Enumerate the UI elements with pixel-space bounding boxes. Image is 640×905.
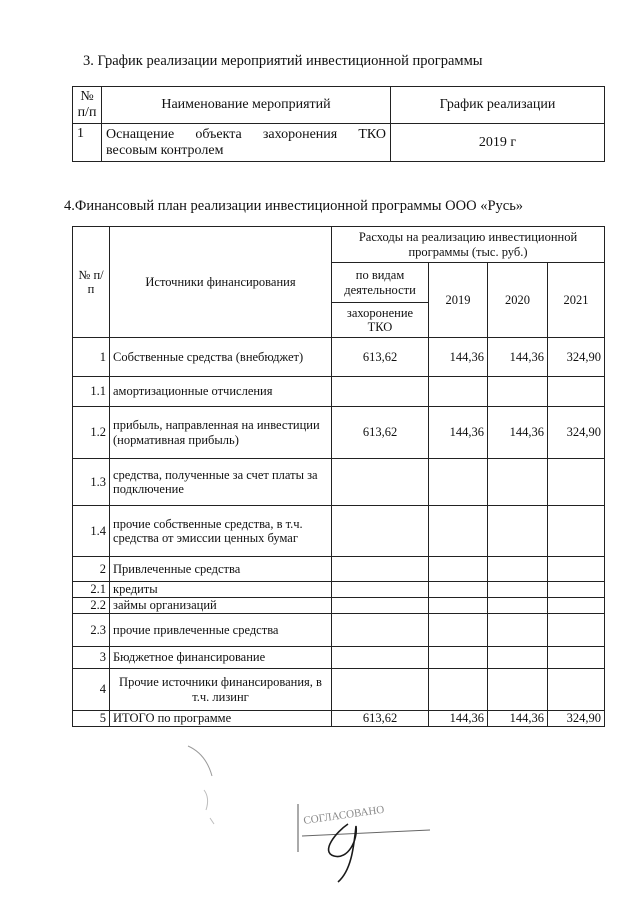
row-num: 2 xyxy=(73,557,110,582)
row-2019 xyxy=(429,506,488,557)
row-2021: 324,90 xyxy=(548,338,605,377)
table-row xyxy=(73,598,605,614)
row-2021 xyxy=(548,647,605,669)
row-2019 xyxy=(429,557,488,582)
row-2020 xyxy=(488,377,548,407)
row-num: 3 xyxy=(73,647,110,669)
row-2021: 324,90 xyxy=(548,711,605,727)
schedule-row-name-line2: весовым контролем xyxy=(106,142,224,158)
row-2020 xyxy=(488,459,548,506)
row-2019 xyxy=(429,598,488,614)
row-total xyxy=(332,582,429,598)
row-2021: 324,90 xyxy=(548,407,605,459)
schedule-row-num: 1 xyxy=(73,124,102,162)
row-2019 xyxy=(429,377,488,407)
row-num: 1 xyxy=(73,338,110,377)
row-source: Бюджетное финансирование xyxy=(110,647,332,669)
row-2020: 144,36 xyxy=(488,711,548,727)
approval-stamp-and-signature xyxy=(180,740,480,890)
row-2019 xyxy=(429,669,488,711)
row-2020: 144,36 xyxy=(488,338,548,377)
row-2021 xyxy=(548,506,605,557)
finance-header-expenses: Расходы на реализацию инвестиционной программы (тыс. руб.) xyxy=(332,227,605,263)
row-2020 xyxy=(488,598,548,614)
row-2019 xyxy=(429,459,488,506)
row-total xyxy=(332,614,429,647)
row-total xyxy=(332,598,429,614)
table-row xyxy=(73,669,605,711)
table-row xyxy=(73,377,605,407)
row-2021 xyxy=(548,377,605,407)
finance-header-year-2019: 2019 xyxy=(429,263,488,338)
row-source: Прочие источники финансирования, в т.ч. лизинг xyxy=(110,669,332,711)
row-2021 xyxy=(548,598,605,614)
row-total: 613,62 xyxy=(332,407,429,459)
row-total: 613,62 xyxy=(332,338,429,377)
row-2021 xyxy=(548,669,605,711)
row-source: прибыль, направленная на инвестиции (нормативная прибыль) xyxy=(110,407,332,459)
row-2020 xyxy=(488,582,548,598)
finance-header-year-2021: 2021 xyxy=(548,263,605,338)
row-2020 xyxy=(488,557,548,582)
row-2019: 144,36 xyxy=(429,711,488,727)
row-2019 xyxy=(429,614,488,647)
signature xyxy=(329,824,357,882)
section-3-heading: 3. График реализации мероприятий инвестиционной программы xyxy=(83,53,483,69)
row-source: кредиты xyxy=(110,582,332,598)
row-num: 2.1 xyxy=(73,582,110,598)
table-row xyxy=(73,124,605,162)
schedule-header-name: Наименование мероприятий xyxy=(102,87,391,124)
table-row xyxy=(73,647,605,669)
table-row xyxy=(73,506,605,557)
finance-header-row-1 xyxy=(73,227,605,263)
row-num: 5 xyxy=(73,711,110,727)
schedule-table xyxy=(72,86,605,162)
section-4-heading: 4.Финансовый план реализации инвестиционной программы ООО «Русь» xyxy=(64,198,524,214)
row-total xyxy=(332,459,429,506)
finance-header-activity: захоронение ТКО xyxy=(332,303,429,338)
row-source: амортизационные отчисления xyxy=(110,377,332,407)
row-total xyxy=(332,647,429,669)
row-2021 xyxy=(548,459,605,506)
finance-header-num: № п/п xyxy=(73,227,110,338)
row-source: прочие привлеченные средства xyxy=(110,614,332,647)
row-2019: 144,36 xyxy=(429,407,488,459)
row-2020 xyxy=(488,614,548,647)
table-row xyxy=(73,711,605,727)
schedule-row-schedule: 2019 г xyxy=(391,124,605,162)
schedule-header-num: № п/п xyxy=(73,87,102,124)
table-row xyxy=(73,557,605,582)
schedule-row-name xyxy=(102,124,391,162)
row-2020 xyxy=(488,506,548,557)
row-num: 1.1 xyxy=(73,377,110,407)
row-2020 xyxy=(488,647,548,669)
schedule-table-header xyxy=(73,87,605,124)
row-num: 1.4 xyxy=(73,506,110,557)
finance-header-source: Источники финансирования xyxy=(110,227,332,338)
row-source: Привлеченные средства xyxy=(110,557,332,582)
row-2019: 144,36 xyxy=(429,338,488,377)
finance-plan-table xyxy=(72,226,605,727)
row-num: 2.2 xyxy=(73,598,110,614)
row-source: Собственные средства (внебюджет) xyxy=(110,338,332,377)
finance-header-by-activity: по видам деятельности xyxy=(332,263,429,303)
row-2019 xyxy=(429,647,488,669)
row-total xyxy=(332,557,429,582)
row-2020: 144,36 xyxy=(488,407,548,459)
row-2021 xyxy=(548,614,605,647)
finance-header-year-2020: 2020 xyxy=(488,263,548,338)
row-2021 xyxy=(548,582,605,598)
schedule-row-name-line1: Оснащение объекта захоронения ТКО xyxy=(106,126,386,142)
schedule-header-schedule: График реализации xyxy=(391,87,605,124)
table-row xyxy=(73,459,605,506)
row-2020 xyxy=(488,669,548,711)
row-2019 xyxy=(429,582,488,598)
row-source: средства, полученные за счет платы за подключение xyxy=(110,459,332,506)
row-total xyxy=(332,377,429,407)
row-source: ИТОГО по программе xyxy=(110,711,332,727)
row-source: прочие собственные средства, в т.ч. средства от эмиссии ценных бумаг xyxy=(110,506,332,557)
table-row xyxy=(73,338,605,377)
table-row xyxy=(73,407,605,459)
row-total: 613,62 xyxy=(332,711,429,727)
row-total xyxy=(332,506,429,557)
row-total xyxy=(332,669,429,711)
row-num: 4 xyxy=(73,669,110,711)
row-num: 2.3 xyxy=(73,614,110,647)
row-num: 1.2 xyxy=(73,407,110,459)
table-row xyxy=(73,582,605,598)
row-num: 1.3 xyxy=(73,459,110,506)
table-row xyxy=(73,614,605,647)
stamp-text: СОГЛАСОВАНО xyxy=(302,803,386,827)
row-source: займы организаций xyxy=(110,598,332,614)
row-2021 xyxy=(548,557,605,582)
